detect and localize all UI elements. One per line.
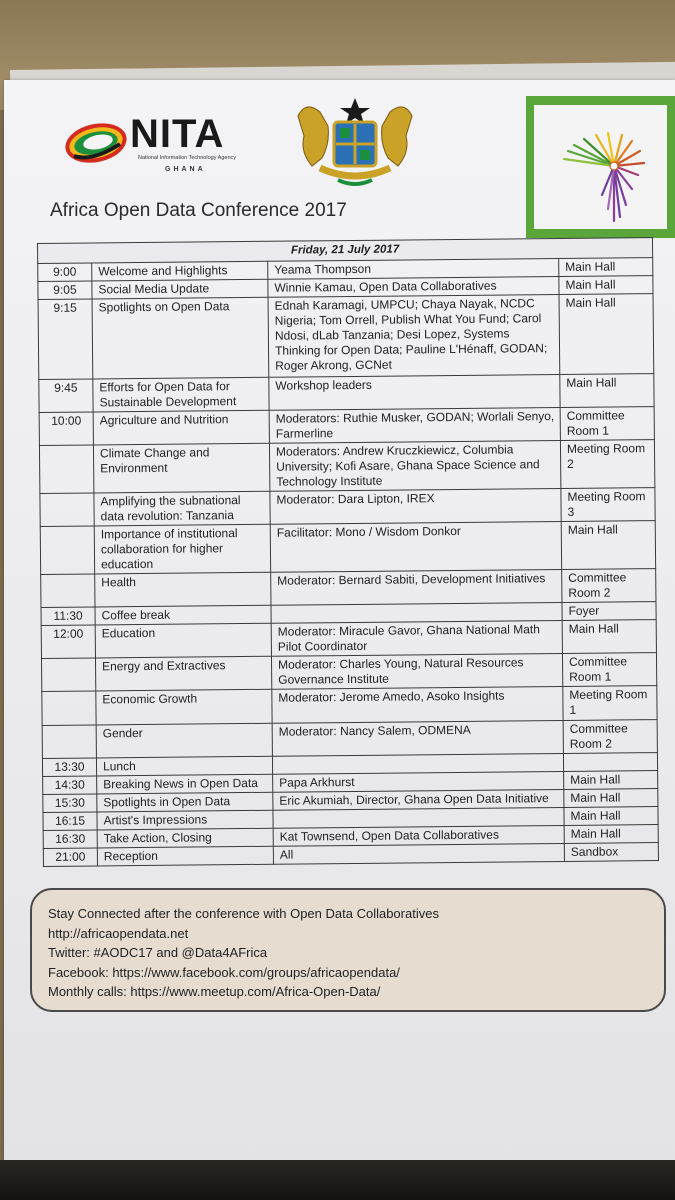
- people-cell: Moderator: Miracule Gavor, Ghana National Math Pilot Coordinator: [271, 620, 562, 656]
- session-cell: Take Action, Closing: [97, 828, 273, 848]
- room-cell: Committee Room 2: [563, 720, 657, 754]
- stay-connected-box: [30, 888, 666, 1012]
- people-cell: Winnie Kamau, Open Data Collaboratives: [268, 276, 559, 297]
- room-cell: Committee Room 1: [562, 653, 656, 687]
- people-cell: Moderator: Bernard Sabiti, Development Initiatives: [271, 569, 562, 605]
- time-cell: 9:00: [38, 263, 92, 282]
- people-cell: Yeama Thompson: [268, 258, 559, 279]
- people-cell: Moderator: Nancy Salem, ODMENA: [272, 720, 563, 756]
- people-cell: Moderators: Ruthie Musker, GODAN; Worlali Senyo, Farmerline: [269, 407, 560, 443]
- time-cell: 11:30: [41, 607, 95, 626]
- time-cell: 21:00: [43, 848, 97, 867]
- people-cell: Moderator: Jerome Amedo, Asoko Insights: [272, 686, 563, 723]
- session-cell: Energy and Extractives: [95, 656, 271, 691]
- time-cell: 14:30: [43, 776, 97, 795]
- room-cell: Main Hall: [564, 825, 658, 844]
- session-cell: Spotlights on Open Data: [92, 297, 269, 379]
- room-cell: Meeting Room 3: [561, 488, 655, 522]
- conference-logo-frame: [526, 96, 675, 238]
- org-full-name: National Information Technology Agency: [137, 155, 237, 161]
- people-cell: Papa Arkhurst: [273, 771, 564, 792]
- africa-open-data-logo-icon: [534, 105, 667, 229]
- ghana-coat-of-arms-icon: [290, 96, 420, 188]
- time-cell: 9:05: [38, 281, 92, 300]
- footer-line-website: http://africaopendata.net: [48, 925, 189, 941]
- session-cell: Education: [95, 623, 271, 658]
- time-cell: 12:00: [41, 625, 95, 659]
- time-cell: [41, 658, 95, 692]
- time-cell: [42, 691, 96, 726]
- time-cell: 13:30: [42, 758, 96, 777]
- room-cell: Main Hall: [559, 258, 653, 277]
- people-cell: Moderator: Charles Young, Natural Resources Governance Institute: [271, 653, 562, 689]
- session-cell: Gender: [96, 723, 272, 758]
- session-cell: Artist's Impressions: [97, 810, 273, 830]
- time-cell: [42, 725, 96, 759]
- session-cell: Welcome and Highlights: [92, 261, 268, 281]
- room-cell: Main Hall: [560, 374, 654, 408]
- room-cell: Main Hall: [561, 521, 655, 570]
- conference-title: Africa Open Data Conference 2017: [50, 200, 347, 221]
- room-cell: Main Hall: [564, 789, 658, 808]
- conference-logo-panel: [534, 105, 667, 229]
- people-cell: Moderator: Dara Lipton, IREX: [270, 488, 561, 524]
- table-row: [38, 294, 654, 380]
- people-cell: Eric Akumiah, Director, Ghana Open Data Initiative: [273, 789, 564, 810]
- time-cell: [41, 574, 95, 608]
- session-cell: Health: [95, 572, 271, 607]
- session-cell: Efforts for Open Data for Sustainable Development: [93, 377, 269, 412]
- session-cell: Reception: [97, 846, 273, 866]
- footer-line-intro: Stay Connected after the conference with Open Data Collaboratives: [48, 906, 439, 921]
- people-cell: Workshop leaders: [269, 374, 560, 410]
- room-cell: Main Hall: [564, 771, 658, 790]
- footer-line-meetup: Monthly calls: https://www.meetup.com/Africa-Open-Data/: [48, 984, 381, 999]
- time-cell: 16:15: [43, 812, 97, 831]
- org-name: NITA: [130, 112, 225, 156]
- session-cell: Social Media Update: [92, 279, 268, 299]
- schedule-table: [37, 237, 659, 867]
- room-cell: Foyer: [562, 602, 656, 621]
- session-cell: Spotlights in Open Data: [97, 792, 273, 812]
- session-cell: Climate Change and Environment: [93, 443, 269, 493]
- room-cell: Meeting Room 2: [560, 440, 654, 489]
- schedule-day-heading: Friday, 21 July 2017: [38, 238, 653, 264]
- time-cell: 9:45: [39, 379, 93, 413]
- room-cell: Main Hall: [562, 620, 656, 654]
- room-cell: Committee Room 1: [560, 407, 654, 441]
- time-cell: 15:30: [43, 794, 97, 813]
- session-cell: Amplifying the subnational data revolution: Tanzania: [94, 491, 270, 526]
- room-cell: Main Hall: [564, 807, 658, 826]
- people-cell: Facilitator: Mono / Wisdom Donkor: [270, 521, 561, 572]
- time-cell: 10:00: [39, 412, 93, 446]
- session-cell: Economic Growth: [96, 689, 272, 725]
- people-cell: Moderators: Andrew Kruczkiewicz, Columbia University; Kofi Asare, Ghana Space Science and Technology Institute: [269, 440, 560, 491]
- table-row: [40, 521, 655, 575]
- table-row: [39, 440, 654, 494]
- room-cell: Sandbox: [564, 843, 658, 862]
- room-cell: Main Hall: [559, 276, 653, 295]
- footer-line-facebook: Facebook: https://www.facebook.com/groups/africaopendata/: [48, 964, 400, 980]
- org-country: GHANA: [165, 166, 206, 173]
- time-cell: [40, 493, 94, 527]
- room-cell: [563, 753, 657, 772]
- room-cell: Main Hall: [559, 294, 654, 375]
- time-cell: 9:15: [38, 299, 93, 380]
- time-cell: 16:30: [43, 830, 97, 849]
- people-cell: All: [273, 843, 564, 864]
- session-cell: Coffee break: [95, 605, 271, 625]
- people-cell: Kat Townsend, Open Data Collaboratives: [273, 825, 564, 846]
- room-cell: Meeting Room 1: [563, 686, 657, 721]
- footer-line-twitter: Twitter: #AODC17 and @Data4AFrica: [48, 945, 268, 960]
- session-cell: Agriculture and Nutrition: [93, 410, 269, 445]
- people-cell: Ednah Karamagi, UMPCU; Chaya Nayak, NCDC Nigeria; Tom Orrell, Publish What You Fund; Carol Ndosi, dLab Tanzania; Desi Lopez, Systems Thinking for Open Data; Pauline L'Hénaff, GODAN; Roger Akrong, GCNet: [268, 294, 560, 377]
- time-cell: [40, 526, 94, 575]
- room-cell: Committee Room 2: [562, 569, 656, 603]
- session-cell: Lunch: [96, 756, 272, 776]
- schedule-body: [38, 258, 659, 867]
- time-cell: [39, 445, 93, 494]
- background-surface-bottom: [0, 1160, 675, 1200]
- session-cell: Breaking News in Open Data: [97, 774, 273, 794]
- session-cell: Importance of institutional collaboration for higher education: [94, 524, 270, 574]
